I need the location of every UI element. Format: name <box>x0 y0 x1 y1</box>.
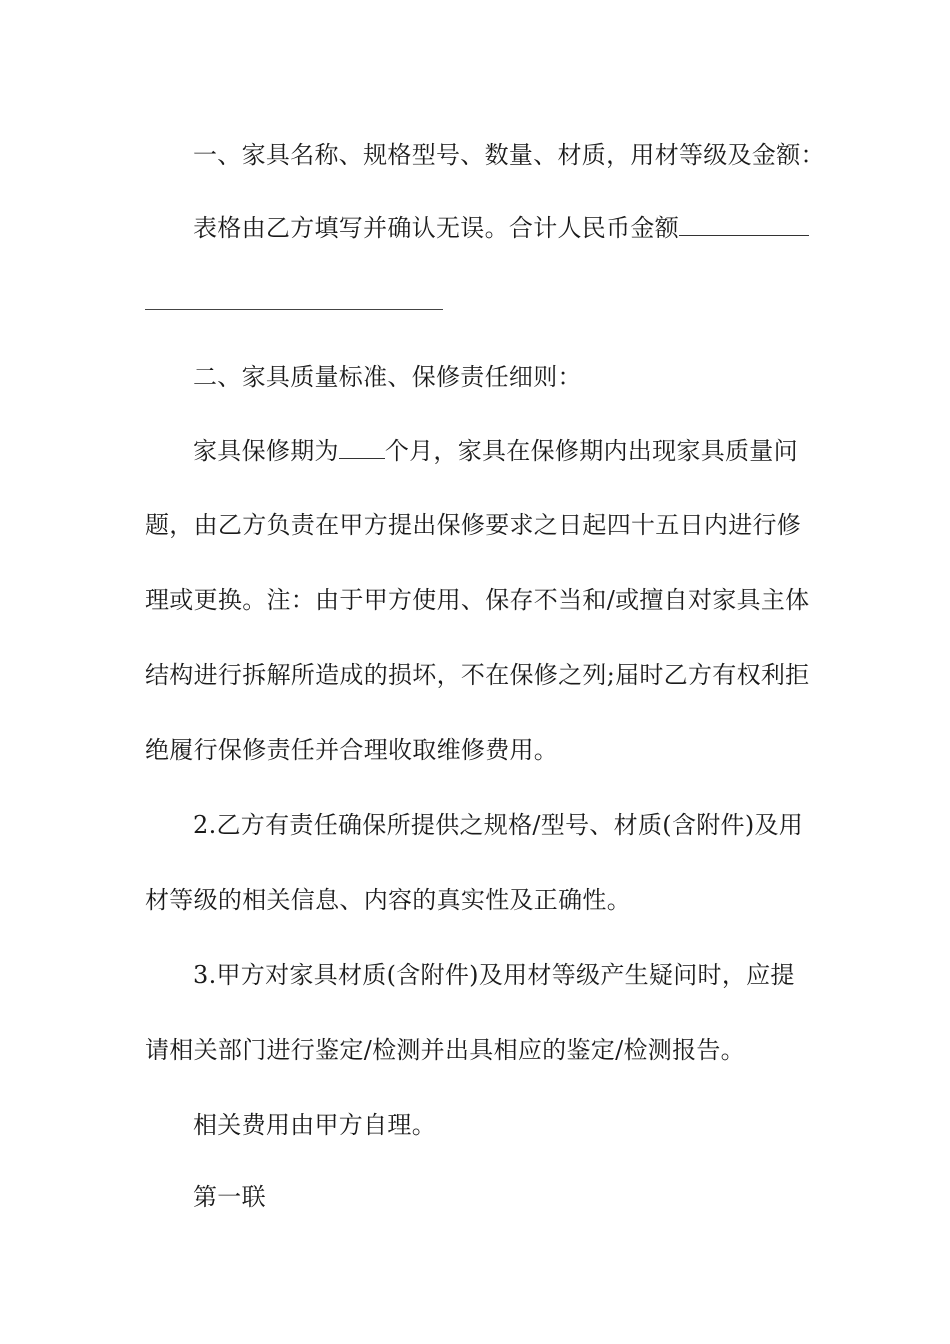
amount-blank <box>679 211 809 236</box>
copy-label: 第一联 <box>193 1183 266 1211</box>
clause-3-line-1: 3.甲方对家具材质(含附件)及用材等级产生疑问时，应提 <box>193 961 795 989</box>
section-one-heading: 一、家具名称、规格型号、数量、材质，用材等级及金额： <box>193 141 825 169</box>
amount-blank-continuation <box>145 309 443 310</box>
total-amount-line: 表格由乙方填写并确认无误。合计人民币金额 <box>193 211 807 243</box>
section-two-heading: 二、家具质量标准、保修责任细则： <box>193 363 582 391</box>
warranty-paragraph-line-1: 家具保修期为 个月，家具在保修期内出现家具质量问 <box>193 434 807 466</box>
warranty-paragraph-line-3: 理或更换。注：由于甲方使用、保存不当和/或擅自对家具主体 <box>145 586 810 614</box>
clause-3-line-2: 请相关部门进行鉴定/检测并出具相应的鉴定/检测报告。 <box>145 1036 745 1064</box>
clause-2-line-1: 2.乙方有责任确保所提供之规格/型号、材质(含附件)及用 <box>193 811 804 839</box>
warranty-paragraph-line-5: 绝履行保修责任并合理收取维修费用。 <box>145 736 559 764</box>
warranty-paragraph-line-2: 题，由乙方负责在甲方提出保修要求之日起四十五日内进行修 <box>145 511 802 539</box>
warranty-months-blank <box>339 434 385 459</box>
fees-note: 相关费用由甲方自理。 <box>193 1111 436 1139</box>
clause-2-line-2: 材等级的相关信息、内容的真实性及正确性。 <box>145 886 631 914</box>
warranty-paragraph-line-4: 结构进行拆解所造成的损坏，不在保修之列;届时乙方有权利拒 <box>145 661 810 689</box>
